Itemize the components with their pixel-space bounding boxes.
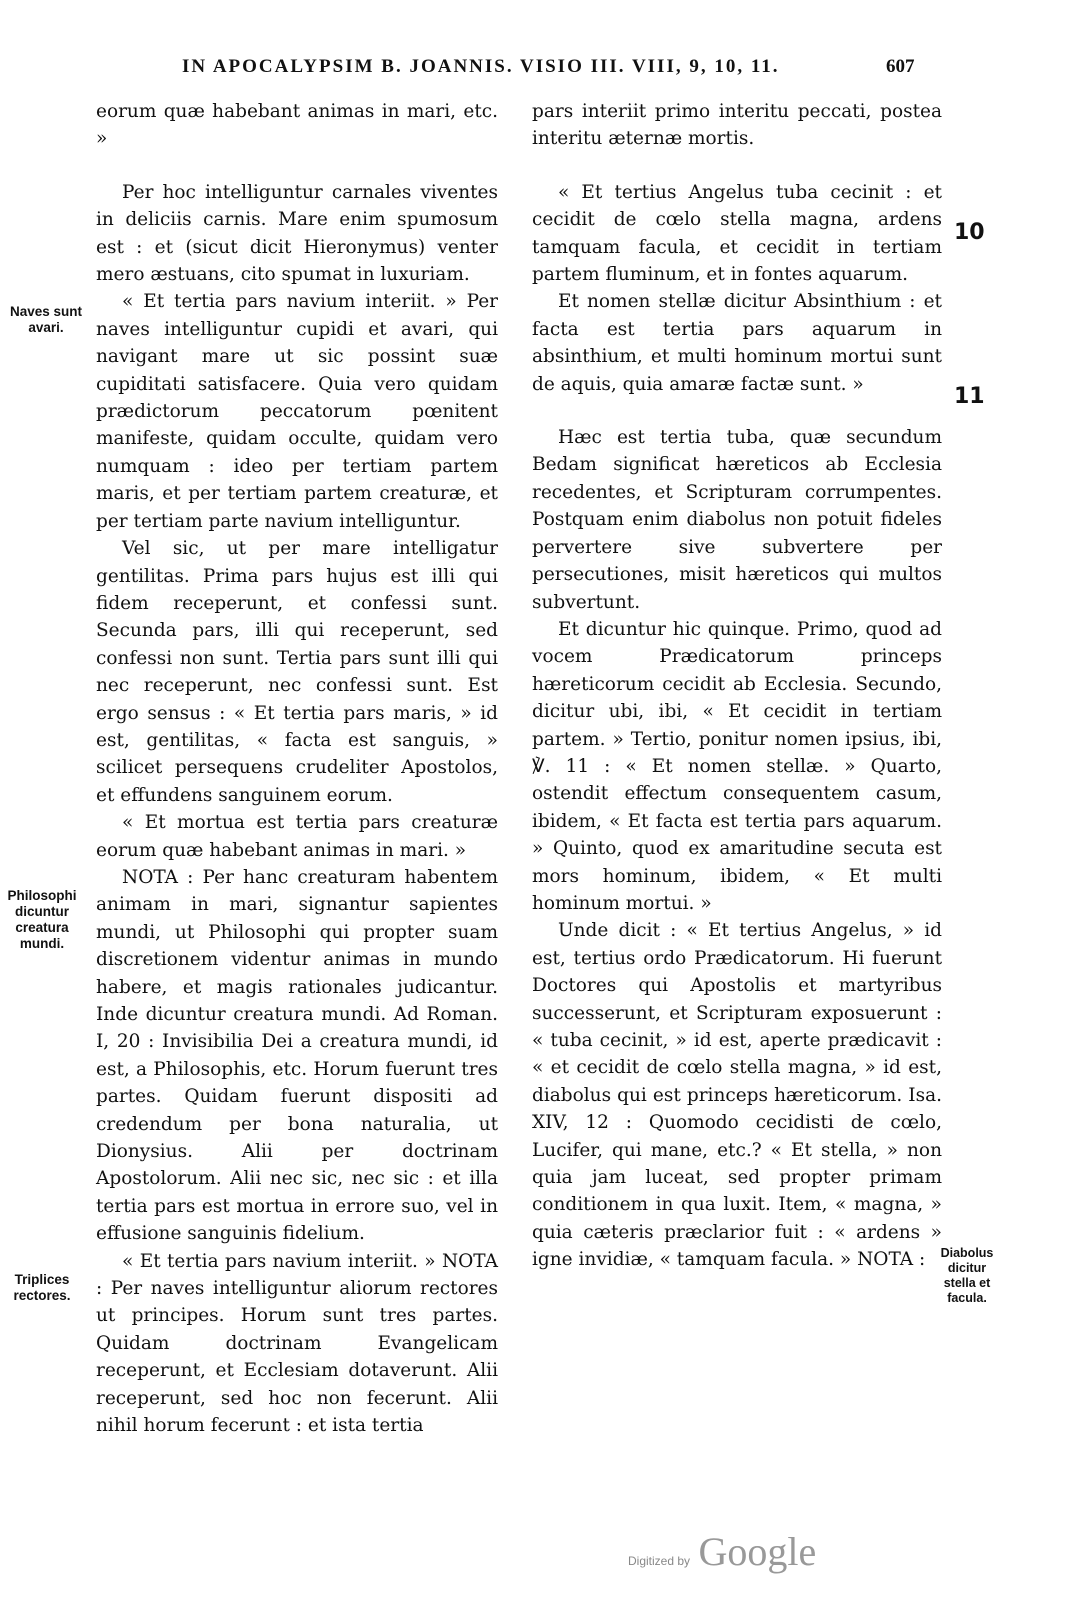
verse-number-10: 10 xyxy=(954,220,985,245)
paragraph: NOTA : Per hanc creaturam habentem animam in mari, signantur sapientes mundi, ut Philosophi qui propter suam discretionem videntur animas in mundo habere, et magis rationales judicantur. Inde dicuntur creatura mundi. Ad Roman. I, 20 : Invisibilia Dei a creatura mundi, id est, a Philosophis, etc. Horum fuerunt tres partes. Quidam fuerunt dispositi ad credendum per bona naturalia, ut Dionysius. Alii per doctrinam Apostolorum. Alii nec sic, nec sic : et illa tertia pars est mortua in errore suo, vel in effusione sanguinis fidelium. xyxy=(96,866,498,1245)
paragraph-gap xyxy=(96,153,498,179)
paragraph: eorum quæ habebant animas in mari, etc. » xyxy=(96,101,498,150)
paragraph: Unde dicit : « Et tertius Angelus, » id est, tertius ordo Prædicatorum. Hi fuerunt Doctores qui Apostolis et martyribus successerunt, et Scripturam exposuerunt : « tuba cecinit, » id est, aperte prædicavit : « et cecidit de cœlo stella magna, » id est, diabolus qui est princeps hæreticorum. Isa. XIV, 12 : Quomodo cecidisti de cœlo, Lucifer, qui mane, etc.? « Et stella, » non quia jam luceat, sed propter primam conditionem in qua luxit. Item, « magna, » quia cæteris præclarior fuit : « ardens » igne invidiæ, « tamquam facula. » NOTA : xyxy=(532,920,942,1271)
paragraph: « Et tertia pars navium interiit. » NOTA : Per naves intelliguntur aliorum rectores ut principes. Horum sunt tres partes. Quidam doctrinam Evangelicam receperunt, et Ecclesiam dotaverunt. Alii receperunt, sed hoc non fecerunt. Alii nihil horum fecerunt : et ista tertia xyxy=(96,1250,498,1437)
paragraph: « Et mortua est tertia pars creaturæ eorum quæ habebant animas in mari. » xyxy=(96,812,498,861)
paragraph: « Et tertius Angelus tuba cecinit : et cecidit de cœlo stella magna, ardens tamquam facula, et cecidit in tertiam partem fluminum, et in fontes aquarum. xyxy=(532,181,942,286)
digitized-footer xyxy=(628,1528,816,1575)
page-number: 607 xyxy=(886,56,915,77)
margin-note-naves: Naves sunt avari. xyxy=(9,304,83,335)
paragraph: Et dicuntur hic quinque. Primo, quod ad vocem Prædicatorum princeps hæreticorum cecidit ab Ecclesia. Secundo, dicitur ubi, ibi, « Et cecidit in tertiam partem. » Tertio, ponitur nomen ipsius, ibi, ℣. 11 : « Et nomen stellæ. » Quarto, ostendit effectum consequentem casum, ibidem, « Et facta est tertia pars aquarum. » Quinto, quod ex amaritudine secuta est mors hominum, ibidem, « Et multi hominum mortui. » xyxy=(532,618,942,914)
margin-note-diabolus: Diabolus dicitur stella et facula. xyxy=(940,1246,994,1305)
paragraph: pars interiit primo interitu peccati, postea interitu æternæ mortis. xyxy=(532,101,942,150)
left-column xyxy=(96,98,498,1440)
margin-note-rectores: Triplices rectores. xyxy=(13,1272,71,1303)
paragraph: Hæc est tertia tuba, quæ secundum Bedam significat hæreticos ab Ecclesia recedentes, et Scripturam corrumpentes. Postquam enim diabolus non potuit fideles pervertere sive subvertere per persecutiones, misit hæreticos qui multos subvertunt. xyxy=(532,427,942,613)
paragraph: « Et tertia pars navium interiit. » Per naves intelliguntur cupidi et avari, qui navigant mare ut sic possint suæ cupiditati satisfacere. Quia vero quidam prædictorum peccatorum pœnitent manifeste, quidam occulte, quidam vero numquam : ideo per tertiam partem maris, et per tertiam partem creaturæ, et per tertiam parte navium intelliguntur. xyxy=(96,291,498,532)
paragraph-gap xyxy=(532,398,942,424)
digitized-label: Digitized by xyxy=(628,1554,691,1568)
paragraph: Vel sic, ut per mare intelligatur gentilitas. Prima pars hujus est illi qui fidem receperunt, et confessi sunt. Secunda pars, illi qui receperunt, sed confessi non sunt. Tertia pars sunt illi qui nec receperunt, nec confessi sunt. Est ergo sensus : « Et tertia pars maris, » id est, gentilitas, « facta est sanguis, » scilicet persequens crudeliter Apostolos, et effundens sanguinem eorum. xyxy=(96,538,498,806)
paragraph: Per hoc intelliguntur carnales viventes in deliciis carnis. Mare enim spumosum est : et (sicut dicit Hieronymus) venter mero æstuans, cito spumat in luxuriam. xyxy=(96,181,498,286)
margin-note-philosophi: Philosophi dicuntur creatura mundi. xyxy=(7,888,77,951)
right-column xyxy=(532,98,942,1274)
running-title: IN APOCALYPSIM B. JOANNIS. VISIO III. VIII, 9, 10, 11. xyxy=(182,56,780,77)
paragraph-gap xyxy=(532,153,942,179)
paragraph: Et nomen stellæ dicitur Absinthium : et facta est tertia pars aquarum in absinthium, et multi hominum mortui sunt de aquis, quia amaræ factæ sunt. » xyxy=(532,291,942,395)
google-logo: Google xyxy=(698,1529,817,1574)
verse-number-11: 11 xyxy=(954,384,985,409)
